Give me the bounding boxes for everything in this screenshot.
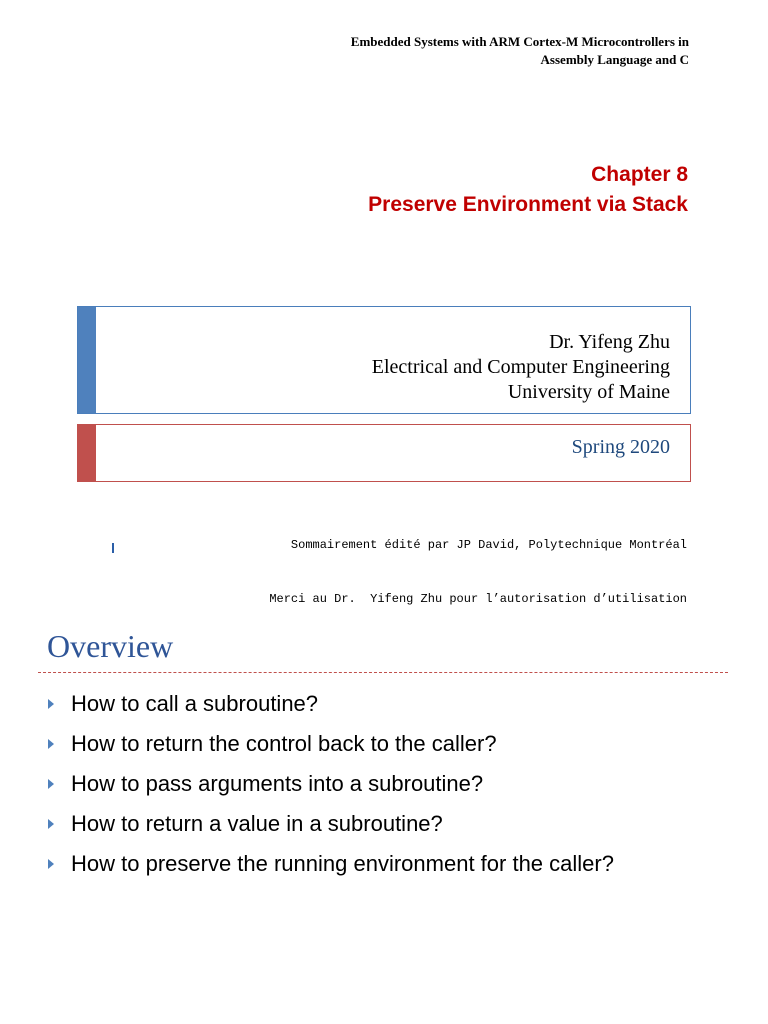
author-university: University of Maine [507, 381, 670, 403]
list-item-text: How to call a subroutine? [71, 691, 319, 716]
credits-line-2: Merci au Dr. Yifeng Zhu pour l’autorisation d’utilisation [269, 592, 687, 606]
author-box-accent-stripe [78, 307, 96, 413]
book-title-line-2: Assembly Language and C [540, 52, 689, 67]
triangle-right-icon [48, 779, 54, 789]
dashed-divider [38, 672, 728, 673]
list-item-text: How to return the control back to the caller? [71, 731, 497, 756]
author-department: Electrical and Computer Engineering [371, 356, 670, 378]
author-info [372, 330, 670, 405]
term-label: Spring 2020 [571, 436, 670, 458]
author-box [77, 306, 691, 414]
text-cursor-mark [112, 543, 114, 553]
chapter-title: Preserve Environment via Stack [368, 193, 688, 216]
book-title-line-1: Embedded Systems with ARM Cortex-M Microcontrollers in [350, 34, 689, 49]
triangle-right-icon [48, 819, 54, 829]
triangle-right-icon [48, 739, 54, 749]
list-item [46, 764, 614, 804]
list-item [46, 684, 614, 724]
overview-heading: Overview [47, 628, 174, 664]
list-item-text: How to return a value in a subroutine? [71, 811, 443, 836]
chapter-heading [128, 160, 688, 220]
author-name: Dr. Yifeng Zhu [549, 331, 670, 353]
term-box-accent-stripe [78, 425, 96, 481]
chapter-number: Chapter 8 [591, 163, 688, 186]
book-title [129, 33, 689, 69]
triangle-right-icon [48, 859, 54, 869]
list-item-text: How to preserve the running environment for the caller? [71, 851, 614, 876]
credits-note [269, 500, 687, 626]
list-item [46, 724, 614, 764]
list-item [46, 804, 614, 844]
term-box [77, 424, 691, 482]
credits-line-1: Sommairement édité par JP David, Polytechnique Montréal [290, 538, 687, 552]
list-item-text: How to pass arguments into a subroutine? [71, 771, 484, 796]
triangle-right-icon [48, 699, 54, 709]
list-item [46, 844, 614, 884]
overview-list [46, 684, 614, 884]
